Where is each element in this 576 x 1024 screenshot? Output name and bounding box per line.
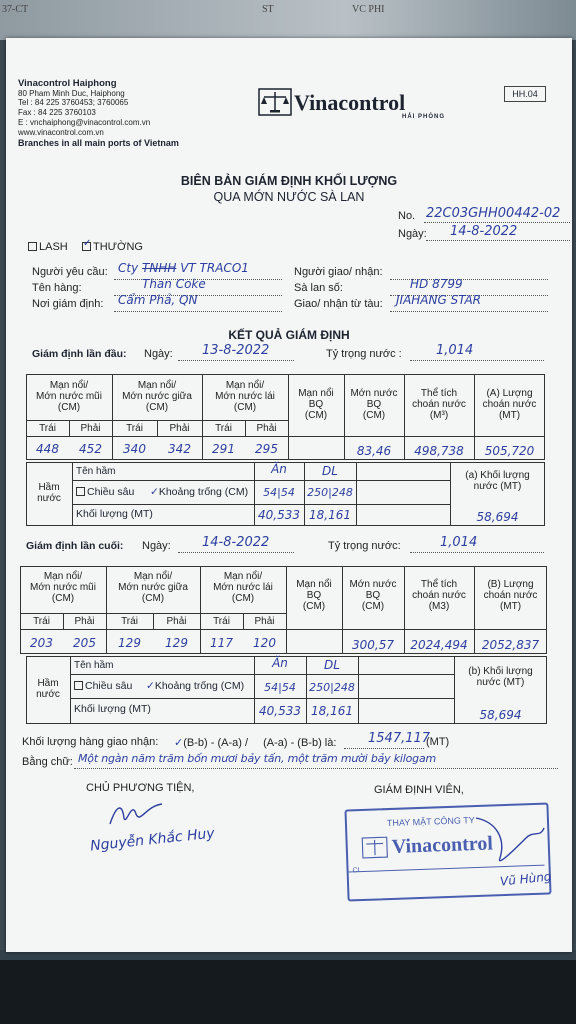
last-mid-right: 129	[165, 636, 188, 650]
first-date-label: Ngày:	[144, 348, 173, 360]
displacement-header: (A) Lượng choán nước (MT)	[482, 388, 537, 421]
logo-text: Vinacontrol	[294, 90, 406, 115]
last-space-b: 250|248	[309, 681, 355, 694]
first-hold-total: 58,694	[476, 510, 519, 524]
doc-no-value: 22C03GHH00442-02	[426, 206, 561, 221]
barge-label: Sà lan số:	[294, 282, 343, 294]
fore-right-header: Phải	[80, 423, 101, 434]
mass-delivered-label: Khối lượng hàng giao nhận:	[22, 736, 159, 748]
last-fore-right: 205	[73, 636, 96, 650]
first-mid-right: 342	[168, 442, 191, 456]
document-title: BIÊN BẢN GIÁM ĐỊNH KHỐI LƯỢNG	[180, 174, 398, 188]
type-thuong[interactable]: ✓ THƯỜNG	[83, 238, 143, 253]
background-paper-label: VC PHI	[352, 4, 385, 15]
first-density-label: Tỷ trọng nước :	[326, 348, 402, 360]
barge-value: HD 8799	[410, 277, 463, 291]
company-fax: Fax : 84 225 3760103	[18, 108, 96, 117]
first-mass-a: 40,533	[258, 508, 300, 522]
last-mass-b: 18,161	[311, 704, 353, 718]
goods-label: Tên hàng:	[32, 282, 82, 294]
words-label: Bằng chữ:	[22, 756, 73, 768]
last-fore-left-header: Trái	[33, 616, 50, 627]
last-aft-left-header: Trái	[213, 616, 230, 627]
mass-delivered-value: 1547,117	[368, 731, 431, 746]
first-hold-mass-label: Khối lượng (MT)	[76, 508, 153, 520]
last-bq-draft-header: Mớn nước BQ (CM)	[349, 579, 397, 612]
depth-checkbox-icon	[76, 487, 85, 496]
place-value: Cẩm Phả, QN	[118, 293, 198, 307]
first-space-a: 54|54	[263, 486, 295, 499]
mass-formula: ✓(B-b) - (A-a) / (A-a) - (B-b) là:	[174, 737, 337, 749]
vessel-label: Giao/ nhận từ tàu:	[294, 298, 383, 310]
aft-right-header: Phải	[256, 423, 277, 434]
vessel-value: JIAHANG STAR	[396, 293, 482, 307]
last-fore-header: Mạn nổi/ Mớn nước mũi (CM)	[30, 571, 96, 604]
company-tel: Tel : 84 225 3760453; 3760065	[18, 98, 129, 107]
last-date-value: 14-8-2022	[202, 535, 270, 550]
first-density-value: 1,014	[436, 343, 474, 358]
last-mass-a: 40,533	[259, 704, 301, 718]
first-mass-b: 18,161	[309, 508, 351, 522]
fore-header: Mạn nổi/ Mớn nước mũi (CM)	[36, 380, 102, 413]
bq-freeboard-header: Mạn nổi BQ (CM)	[298, 388, 334, 421]
inspector-signature-icon	[456, 808, 546, 878]
last-displacement-header: (B) Lượng choán nước (MT)	[483, 579, 538, 612]
company-email: E : vnchaiphong@vinacontrol.com.vn	[18, 118, 151, 127]
last-aft-left: 117	[210, 636, 233, 650]
background-paper-label: ST	[262, 4, 274, 15]
first-displacement: 505,720	[484, 444, 535, 458]
bq-draft-header: Mớn nước BQ (CM)	[350, 388, 398, 421]
first-fore-right: 452	[79, 442, 102, 456]
last-depth-option[interactable]: Chiều sâu	[74, 680, 132, 692]
doc-date-label: Ngày:	[398, 228, 427, 240]
last-aft-right: 120	[253, 636, 276, 650]
last-aft-right-header: Phải	[254, 616, 275, 627]
goods-value: Than Coke	[142, 277, 206, 291]
mass-unit: (MT)	[426, 736, 450, 748]
stamp-code: CI	[352, 867, 360, 875]
aft-header: Mạn nổi/ Mớn nước lái (CM)	[215, 380, 275, 413]
first-mid-left: 340	[123, 442, 146, 456]
last-hold-total-label: (b) Khối lượng nước (MT)	[468, 666, 533, 688]
volume-header: Thể tích choán nước (M³)	[412, 388, 466, 421]
last-hold-b: DL	[324, 658, 340, 672]
last-mid-left-header: Trái	[121, 616, 138, 627]
first-aft-left: 291	[212, 442, 235, 456]
owner-name: Nguyễn Khắc Huy	[89, 825, 216, 855]
doc-no-label: No.	[398, 210, 416, 222]
check-mark-icon: ✓	[174, 737, 184, 749]
check-mark-icon: ✓	[150, 486, 159, 498]
last-density-label: Tỷ trọng nước:	[328, 540, 401, 552]
document-subtitle: QUA MỚN NƯỚC SÀ LAN	[213, 190, 365, 204]
inspection-document	[6, 38, 572, 952]
last-space-a: 54|54	[264, 681, 296, 694]
first-depth-option[interactable]: Chiều sâu	[76, 486, 134, 498]
last-volume: 2024,494	[410, 638, 468, 652]
last-date-label: Ngày:	[142, 540, 171, 552]
deliverer-label: Người giao/ nhận:	[294, 266, 383, 278]
first-hold-b: DL	[322, 464, 338, 478]
first-space-b: 250|248	[307, 486, 353, 499]
stamp-logo-icon	[361, 836, 388, 859]
last-displacement: 2052,837	[481, 638, 540, 652]
last-hold-a: Ăn	[272, 656, 288, 670]
last-mid-header: Mạn nổi/ Mớn nước giữa (CM)	[118, 571, 188, 604]
last-fore-left: 203	[30, 636, 53, 650]
background-floor	[0, 950, 576, 1024]
lash-checkbox-icon	[28, 242, 37, 251]
type-lash[interactable]: LASH	[28, 241, 68, 253]
check-mark-icon: ✓	[146, 680, 155, 692]
company-address: 80 Pham Minh Duc, Haiphong	[18, 89, 125, 98]
last-aft-header: Mạn nổi/ Mớn nước lái (CM)	[213, 571, 273, 604]
mid-right-header: Phải	[169, 423, 190, 434]
last-density-value: 1,014	[440, 535, 478, 550]
requester-label: Người yêu cầu:	[32, 266, 108, 278]
first-date-value: 13-8-2022	[202, 343, 270, 358]
first-inspection-label: Giám định lần đầu:	[32, 348, 127, 360]
logo-subtitle: HẢI PHÒNG	[402, 114, 446, 120]
depth-checkbox-icon	[74, 681, 83, 690]
place-label: Nơi giám định:	[32, 298, 104, 310]
last-volume-header: Thể tích choán nước (M3)	[412, 579, 466, 612]
owner-signature-icon	[106, 796, 166, 830]
first-volume: 498,738	[414, 444, 464, 458]
first-hold-name-label: Tên hầm	[76, 466, 116, 477]
mid-left-header: Trái	[126, 423, 143, 434]
inspector-title: GIÁM ĐỊNH VIÊN,	[374, 784, 464, 796]
owner-title: CHỦ PHƯƠNG TIỆN,	[86, 782, 195, 794]
background-surface	[0, 0, 576, 40]
first-hold-header: Hầm nước	[37, 482, 61, 504]
inspector-name: Vũ Hùng	[499, 869, 553, 889]
first-hold-total-label: (a) Khối lượng nước (MT)	[465, 470, 530, 492]
aft-left-header: Trái	[215, 423, 232, 434]
last-space-option[interactable]: ✓Khoảng trống (CM)	[146, 680, 245, 692]
requester-value: Cty TNHH VT TRACO1	[118, 261, 249, 275]
last-fore-right-header: Phải	[74, 616, 95, 627]
words-value: Một ngàn năm trăm bốn mươi bảy tấn, một trăm mười bảy kilogam	[78, 752, 436, 765]
last-hold-name-label: Tên hầm	[74, 660, 114, 671]
doc-date-value: 14-8-2022	[450, 224, 518, 239]
last-inspection-label: Giám định lần cuối:	[26, 540, 124, 552]
company-name: Vinacontrol Haiphong	[18, 78, 117, 89]
last-bq-draft: 300,57	[352, 638, 394, 652]
first-space-option[interactable]: ✓Khoảng trống (CM)	[150, 486, 249, 498]
last-hold-total: 58,694	[479, 708, 522, 722]
last-hold-mass-label: Khối lượng (MT)	[74, 703, 151, 715]
last-bq-freeboard-header: Mạn nổi BQ (CM)	[296, 579, 332, 612]
vinacontrol-logo	[258, 88, 292, 121]
first-fore-left: 448	[36, 442, 59, 456]
background-paper-label: 37-CT	[2, 4, 29, 15]
company-web: www.vinacontrol.com.vn	[18, 128, 104, 137]
stamp-logo-text: Vinacontrol	[391, 832, 494, 858]
fore-left-header: Trái	[39, 423, 56, 434]
first-hold-a: Ăn	[271, 462, 287, 476]
mid-header: Mạn nổi/ Mớn nước giữa (CM)	[122, 380, 192, 413]
result-title: KẾT QUẢ GIÁM ĐỊNH	[228, 328, 350, 342]
last-mid-left: 129	[118, 636, 141, 650]
first-bq-draft: 83,46	[356, 444, 392, 458]
form-code: HH.04	[504, 86, 546, 102]
thuong-checkbox-icon: ✓	[83, 238, 92, 249]
last-mid-right-header: Phải	[166, 616, 187, 627]
last-hold-header: Hầm nước	[36, 678, 60, 700]
company-branches: Branches in all main ports of Vietnam	[18, 138, 179, 148]
scale-logo-icon	[258, 88, 292, 116]
stamp-top-text: THAY MẶT CÔNG TY	[386, 815, 475, 829]
first-aft-right: 295	[255, 442, 278, 456]
